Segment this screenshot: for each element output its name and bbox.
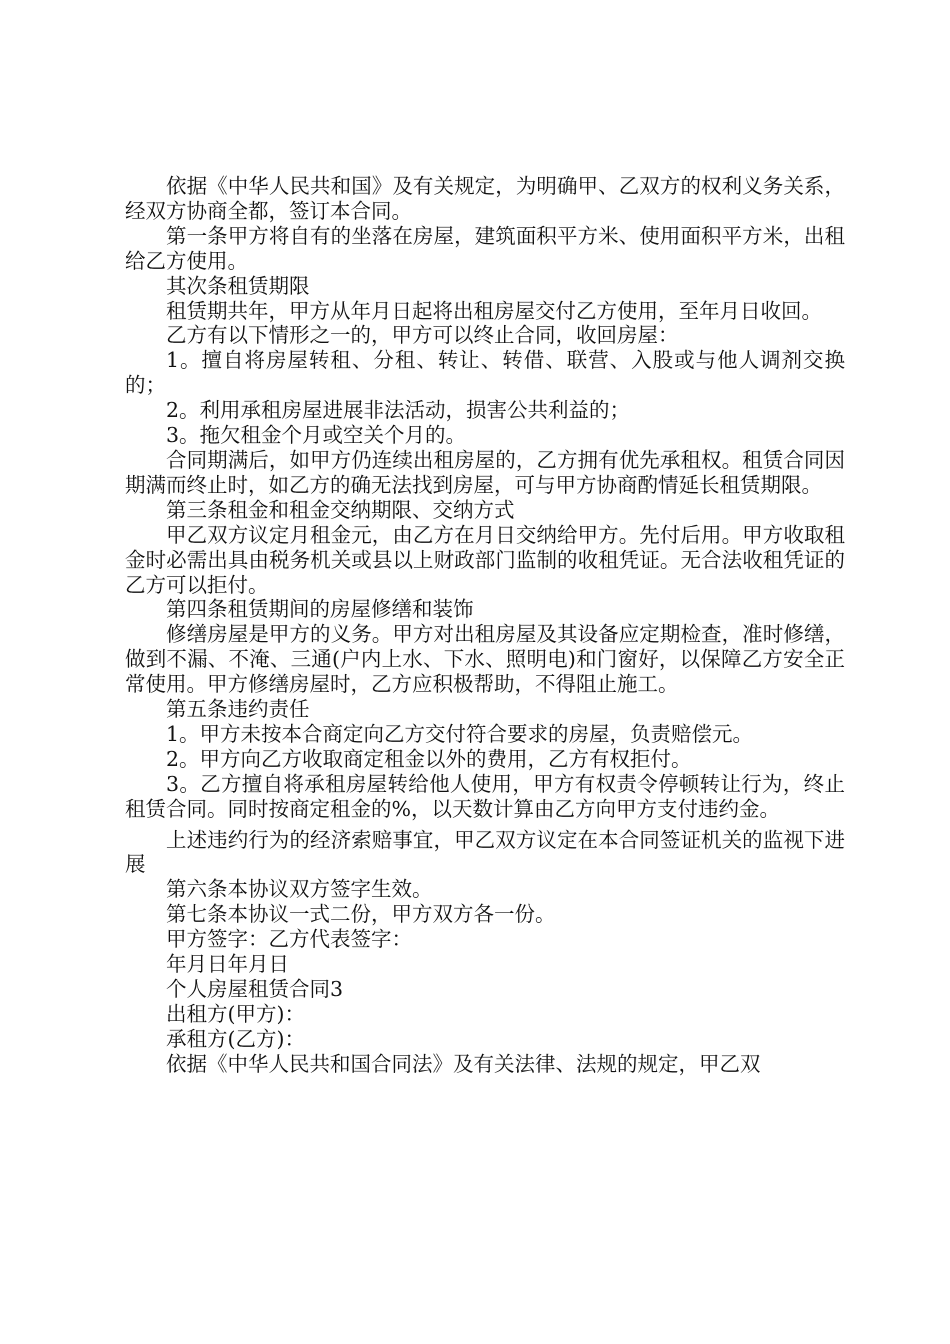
contract-3-title: 个人房屋租赁合同3 [166,977,344,1001]
paragraph-lease-term: 租赁期共年，甲方从年月日起将出租房屋交付乙方使用，至年月日收回。 [166,298,822,323]
paragraph-compensation: 上述违约行为的经济索赔事宜，甲乙双方议定在本合同签证机关的监视下进展 [125,827,845,877]
article-7: 第七条本协议一式二份，甲方双方各一份。 [166,902,556,927]
paragraph-legal-basis: 依据《中华人民共和国合同法》及有关法律、法规的规定，甲乙双 [166,1051,761,1076]
heading-article-2: 其次条租赁期限 [166,273,310,298]
article-6: 第六条本协议双方签字生效。 [166,877,433,902]
heading-article-4: 第四条租赁期间的房屋修缮和装饰 [166,597,474,622]
heading-article-5: 第五条违约责任 [166,697,310,722]
paragraph-preamble: 依据《中华人民共和国》及有关规定，为明确甲、乙双方的权利义务关系，经双方协商全都，签订本合同。 [125,174,845,223]
list-item-3: 3。拖欠租金个月或空关个月的。 [166,423,467,448]
heading-article-3: 第三条租金和租金交纳期限、交纳方式 [166,497,515,522]
date-line: 年月日年月日 [166,952,289,977]
paragraph-termination-conditions: 乙方有以下情形之一的，甲方可以终止合同，收回房屋： [166,323,679,348]
contract-body [125,174,845,1077]
paragraph-article-1: 第一条甲方将自有的坐落在房屋，建筑面积平方米、使用面积平方米，出租给乙方使用。 [125,223,845,273]
paragraph-repairs: 修缮房屋是甲方的义务。甲方对出租房屋及其设备应定期检查，准时修缮，做到不漏、不淹、三通(户内上水、下水、照明电)和门窗好，以保障乙方安全正常使用。甲方修缮房屋时，乙方应积极帮助，不得阻止施工。 [125,622,845,697]
paragraph-rent: 甲乙双方议定月租金元，由乙方在月日交纳给甲方。先付后用。甲方收取租金时必需出具由税务机关或县以上财政部门监制的收租凭证。无合法收租凭证的乙方可以拒付。 [125,522,845,597]
liability-item-3: 3。乙方擅自将承租房屋转给他人使用，甲方有权责令停顿转让行为，终止租赁合同。同时按商定租金的%，以天数计算由乙方向甲方支付违约金。 [125,771,845,821]
liability-item-2: 2。甲方向乙方收取商定租金以外的费用，乙方有权拒付。 [166,746,692,771]
lessee-line: 承租方(乙方)： [166,1026,305,1051]
lessor-line: 出租方(甲方)： [166,1001,305,1026]
signature-line: 甲方签字：乙方代表签字： [166,927,412,952]
paragraph-renewal: 合同期满后，如甲方仍连续出租房屋的，乙方拥有优先承租权。租赁合同因期满而终止时，如乙方的确无法找到房屋，可与甲方协商酌情延长租赁期限。 [125,447,845,497]
list-item-1: 1。擅自将房屋转租、分租、转让、转借、联营、入股或与他人调剂交换的； [125,348,845,398]
liability-item-1: 1。甲方未按本合商定向乙方交付符合要求的房屋，负责赔偿元。 [166,721,754,746]
list-item-2: 2。利用承租房屋进展非法活动，损害公共利益的； [166,398,631,423]
